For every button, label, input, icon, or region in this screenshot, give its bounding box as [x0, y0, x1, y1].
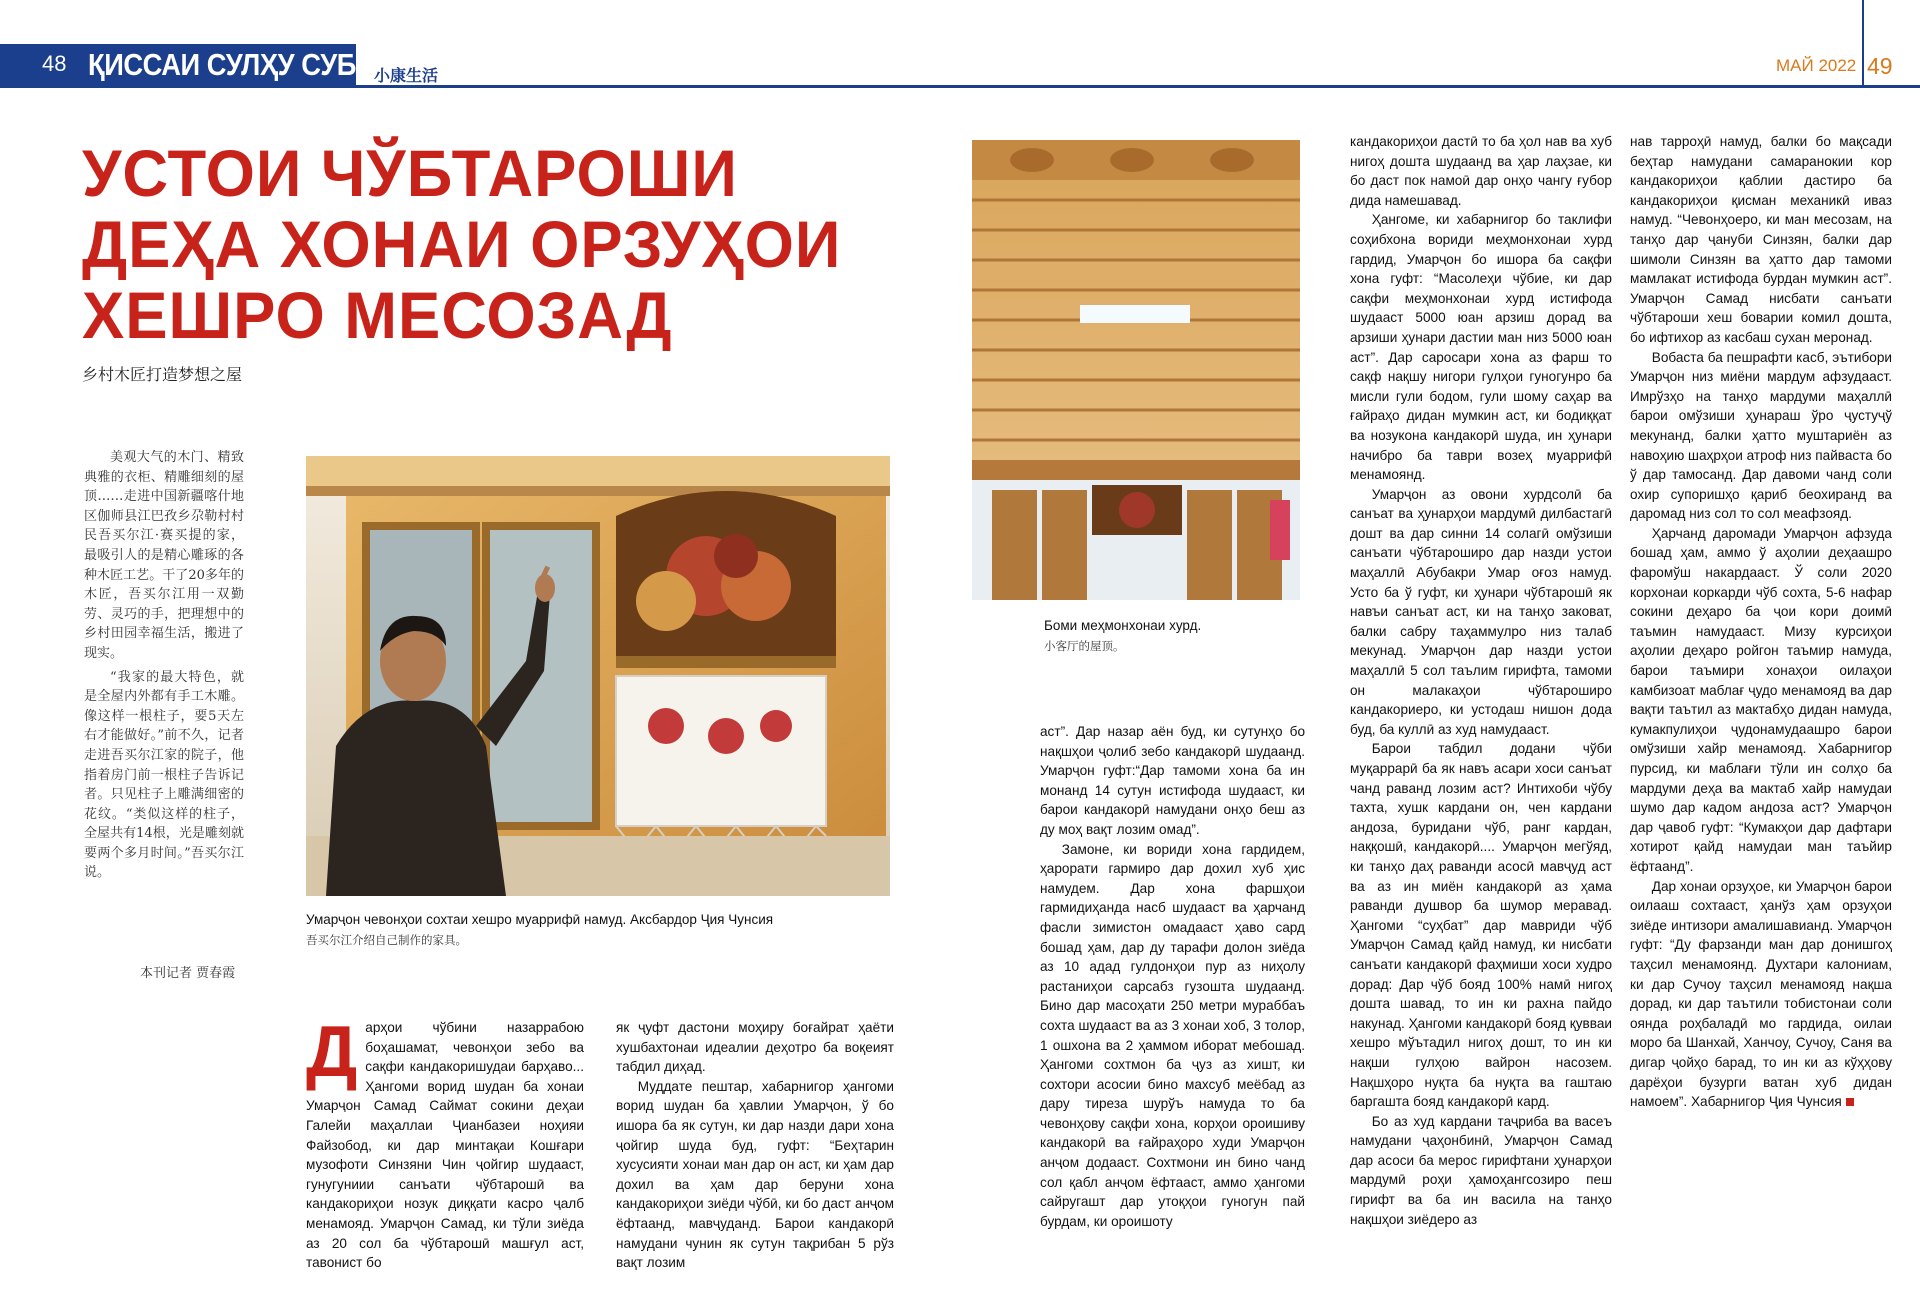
body-column-2 — [616, 1018, 894, 1273]
photo-caption-cn: 小客厅的屋顶。 — [1044, 639, 1125, 653]
photo-caption: Боми меҳмонхонаи хурд. — [1044, 618, 1202, 633]
body-paragraph: арҳои чўбини назаррабою боҳашамат, чевонҳои зебо ва сақфи кандакоришудаи барҳаво... Ҳангоми ворид шудан ба хонаи Умарҷон Самад Саймат сокини деҳаи Галейи маҳаллаи Ҷианбазеи ноҳияи Файзобод, ки дар минтақаи Кошғари музофоти Синзяни Чин ҷойгир шудааст, гунугуниии санъати чўбтарошӣ ва кандакориҳои нозук диққати касро ҷалб менамояд. Умарҷон Самад, ки тўли зиёда аз 20 сол ба чўбтарошӣ машғул аст, тавонист бо — [306, 1020, 584, 1271]
header-vertical-rule — [1862, 0, 1864, 88]
article-headline — [82, 138, 869, 351]
photo-caption-cn: 吾买尔江介绍自己制作的家具。 — [306, 933, 467, 947]
end-mark-icon — [1846, 1098, 1854, 1106]
summary-paragraph: 美观大气的木门、精致典雅的衣柜、精雕细刻的屋顶……走进中国新疆喀什地区伽师县江巴孜乡尕勒村村民吾买尔江·赛买提的家，最吸引人的是精心雕琢的各种木匠工艺。干了20多年的木匠，吾买尔江用一双勤劳、灵巧的手，把理想中的乡村田园幸福生活，搬进了现实。 — [84, 450, 244, 661]
headline-line: ДЕҲА ХОНАИ ОРЗУҲОИ — [82, 207, 842, 281]
page-number-right: 49 — [1867, 53, 1893, 79]
chinese-byline: 本刊记者 贾春霞 — [140, 966, 236, 981]
closing-text: Дар хонаи орзуҳое, ки Умарҷон барои оилааш сохтааст, ҳанўз ҳам орзуҳои зиёде интизори амалишавианд. Умарҷон гуфт: “Ду фарзанди ман дар донишгоҳ таҳсил менамоянд. Духтари калониам, ки дар Сучоу таҳсил менамояд нақша дорад, ки дар таътили тобистонаи соли оянда роҳбаладӣ мо гардида, оилаи моро ба Шанхай, Ханчоу, Сучоу, Саня ва дигар ҷойҳо барад, то ин ки аз кўҳҳову дарёҳои бузурги ватан хуб дидан намоем”. Хабарнигор Ҷия Чунсия — [1630, 878, 1892, 1110]
section-title: ҚИССАИ СУЛҲУ СУБОТ — [88, 47, 393, 82]
body-paragraph: аст”. Дар назар аён буд, ки сутунҳо бо нақшҳои ҷолиб зебо кандакорӣ шудаанд. Умарҷон гуфт:“Дар тамоми хона ба ин монанд 14 сутун истифода шудааст, ки барои кандакорӣ намудани онҳо беш аз ду моҳ вақт лозим омад”. — [1040, 724, 1305, 837]
body-paragraph: як ҷуфт дастони моҳиру боғайрат ҳаёти хушбахтонаи идеалии деҳотро ба воқеият табдил диҳад. — [616, 1020, 894, 1075]
body-paragraph: нав тарроҳӣ намуд, балки бо мақсади беҳтар намудани самаранокии кор кандакориҳои қаблии дастиро ба кандакориҳои қисман механикӣ иваз намуд. “Чевонҳоеро, ки ман месозам, на танҳо дар ҷануби Синзян, балки дар шимоли Синзян ва ҳатто дар тамоми мамлакат истифода бурдан мумкин аст”. Умарҷон Самад нисбати санъати чўбтароши хеш боварии комил дошта, бо ифтихор аз касбаш сухан меронад. — [1630, 134, 1892, 345]
photo-carved-ceiling — [972, 140, 1300, 600]
chinese-summary — [84, 448, 244, 887]
body-column-3 — [1040, 722, 1305, 1231]
header-rule — [0, 85, 1920, 88]
body-paragraph: Барои табдил додани чўби муқаррарӣ ба як навъ асари хоси санъат чанд раванд лозим аст? Интихоби чўбу тахта, хушк кардани он, чен кардани андоза, буридани чўб, ранг кардан, наққошӣ, кандакорӣ.... Умарҷон мегўяд, ки танҳо даҳ раванди асосӣ мавҷуд аст ва аз ин миён кандакорӣ аз ҳама раванди душвор ба шумор меравад. Ҳангоми “суҳбат” дар мавриди чўб Умарҷон Самад қайд намуд, ки нисбати санъати кандакорӣ фаҳмиши хоси худро дорад: Дар чўб бояд 100% намӣ нигоҳ дошта шавад, то ин ки рахна пайдо накунад. Ҳангоми кандакорӣ бояд қувваи хешро мўътадил нигоҳ дошт, то ин ки нақши гулҳою вайрон насозем. Нақшҳоро нуқта ба нуқта ва гаштаю баргашта бояд кандакорӣ кард. — [1350, 741, 1612, 1110]
body-paragraph: Ҳангоме, ки хабарнигор бо таклифи соҳибхона вориди меҳмонхонаи хурд гардид, Умарҷон бо ишора ба сақфи хона гуфт: “Масолеҳи чўбие, ки дар сақфи меҳмонхонаи хурд истифода шудааст 5000 юан арзиш дорад ва арзиши ҳунари дастии ман низ 5000 юан аст”. Дар саросари хона аз фарш то сақф нақшу нигори гулҳои гуногунро ба мисли гули бодом, гули шому саҳар ва ғайраҳо дидан мумкин аст, ки бодиққат ва нозукона кандакорӣ шуда, ин ҳунари начибро ба таври возеҳ муаррифӣ менамоянд. — [1350, 212, 1612, 483]
drop-cap: Д — [306, 1012, 358, 1092]
body-paragraph: Ҳарчанд даромади Умарҷон афзуда бошад ҳам, аммо ў аҳолии деҳаашро фаромўш накардааст. Ў соли 2020 корхонаи коркарди чўб сохта, 5-6 нафар сокини деҳаро ба ҷои кори доимӣ таъмин намудааст. Мизу курсиҳои аҳолии деҳаро ройгон таъмир намуда, барои таъмири хонаҳои оилаҳои камбизоат маблағ ҷудо менамояд ва дар вақти таътил аз мактабҳо дидан намуда, кумакпулиҳои ҷудонамудаашро барои омўзиши хайр менамояд. Хабарнигор пурсид, ки маблағи тўли ин солҳо ба мардуми деҳа ва мактаб хайр намудаи шумо дар кадом андоза аст? Умарҷон дар ҷавоб гуфт: “Кумакҳои дар дафтари хотирот қайд намудаи ман таъйир ёфтаанд”. — [1630, 525, 1892, 874]
body-paragraph: Замоне, ки вориди хона гардидем, ҳарорати гармиро дар дохил хуб ҳис намудем. Дар хона фаршҳои гармидиҳанда насб шудааст ва ҳарчанд фасли зимистон омадааст ҳаво сард бошад ҳам, дар ду тарафи долон зиёда аз 10 адад гулдонҳои пур аз ниҳолу растаниҳои сарсабз гузошта шудаанд. Бино дар масоҳати 250 метри мураббаъ сохта шудааст ва аз 3 хонаи хоб, 3 толор, 1 ошхона ва 2 ҳаммом иборат мебошад. Ҳангоми сохтмон ба ҷуз аз хишт, ки сохтори асосии бино махсуб меёбад аз дару тиреза шурўъ намуда то ба чевонҳову сақфи хона, корҳои ороишиву кандакорӣ ва ғайраҳоро худи Умарҷон анҷом додааст. Сохтмони ин бино чанд сол қабл анҷом ёфтааст, аммо ҳангоми сайругашт дар утоқҳои гуногун пай бурдам, ки ороишоту — [1040, 841, 1305, 1229]
headline-line: ХЕШРО МЕСОЗАД — [82, 278, 673, 352]
headline-line: УСТОИ ЧЎБТАРОШИ — [82, 136, 738, 210]
body-paragraph — [1630, 877, 1892, 1112]
body-column-1 — [306, 1012, 584, 1273]
body-column-5 — [1630, 132, 1892, 1112]
photo-caption: Умарҷон чевонҳои сохтаи хешро муаррифӣ намуд. Аксбардор Ҷия Чунсия — [306, 912, 774, 927]
body-paragraph: кандакориҳои дастӣ то ба ҳол нав ва хуб нигоҳ дошта шудаанд ва ҳар лаҳзае, ки бо даст пок намоӣ дар онҳо чангу ғубор дида намешавад. — [1350, 134, 1612, 208]
summary-paragraph: “我家的最大特色，就是全屋内外都有手工木雕。像这样一根柱子，要5天左右才能做好。”前不久，记者走进吾买尔江家的院子，他指着房门前一根柱子告诉记者。只见柱子上雕满细密的花纹。“类似这样的柱子，全屋共有14根，光是雕刻就要两个多月时间。”吾买尔江说。 — [84, 669, 244, 881]
body-paragraph: Муддате пештар, хабарнигор ҳангоми ворид шудан ба ҳавлии Умарҷон, ў бо ишора ба як сутун, ки дар назди дари хона ҷойгир шуда буд, гуфт: “Беҳтарин хусусияти хонаи ман дар он аст, ки ҳам дар дохил ва ҳам дар беруни хона кандакориҳои зиёди чўбӣ, ки бо даст анҷом ёфтаанд, мавҷуданд. Барои кандакорӣ намудани чунин як сутун тақрибан 5 рўз вақт лозим — [616, 1078, 894, 1271]
body-paragraph: Бо аз худ кардани таҷриба ва васеъ намудани ҷаҳонбинӣ, Умарҷон Самад дар асоси ба мерос гирифтани ҳунарҳои мардумӣ роҳи ҳамоҳангсозиро пеш гирифт ва ба ин васила на танҳо нақшҳои зиёдеро аз — [1350, 1113, 1612, 1227]
photo-carpenter-cabinet — [306, 456, 890, 896]
page-number-left: 48 — [42, 51, 67, 76]
body-paragraph: Вобаста ба пешрафти касб, эътибори Умарҷон низ миёни мардум афзудааст. Имрўзҳо на танҳо мардуми маҳаллӣ барои омўзиши ҳунараш ўро ҷустуҷў мекунанд, балки ҳатто муштариён аз навоҳию шаҳрҳои атроф низ пайваста бо ў дар тамосанд. Дар давоми чанд соли охир супоришҳо қариб беохиранд ва даромад низ сол то сол меафзояд. — [1630, 349, 1892, 522]
body-paragraph: Умарҷон аз овони хурдсолӣ ба санъат ва ҳунарҳои мардумӣ дилбастагӣ дошт ва дар синни 14 солагӣ омўзиши санъати чўбтароширо дар назди устои маҳаллӣ Абубакри Умар оғоз намуд. Усто ба ў гуфт, ки ҳунари чўбтарошӣ як навъи санъат аст, ки на танҳо заковат, балки сабру таҳаммулро низ талаб мекунад. Умарҷон дар назди устои маҳаллӣ 5 сол таълим гирифта, тамоми он малакаҳои чўбтароширо кандакориеро, ки устодаш нишон дода буд, ба куллӣ аз худ намудааст. — [1350, 486, 1612, 737]
article-subtitle-cn: 乡村木匠打造梦想之屋 — [82, 365, 243, 384]
body-column-4 — [1350, 132, 1612, 1229]
section-title-cn: 小康生活 — [374, 68, 439, 85]
issue-date: МАЙ 2022 — [1776, 56, 1857, 75]
